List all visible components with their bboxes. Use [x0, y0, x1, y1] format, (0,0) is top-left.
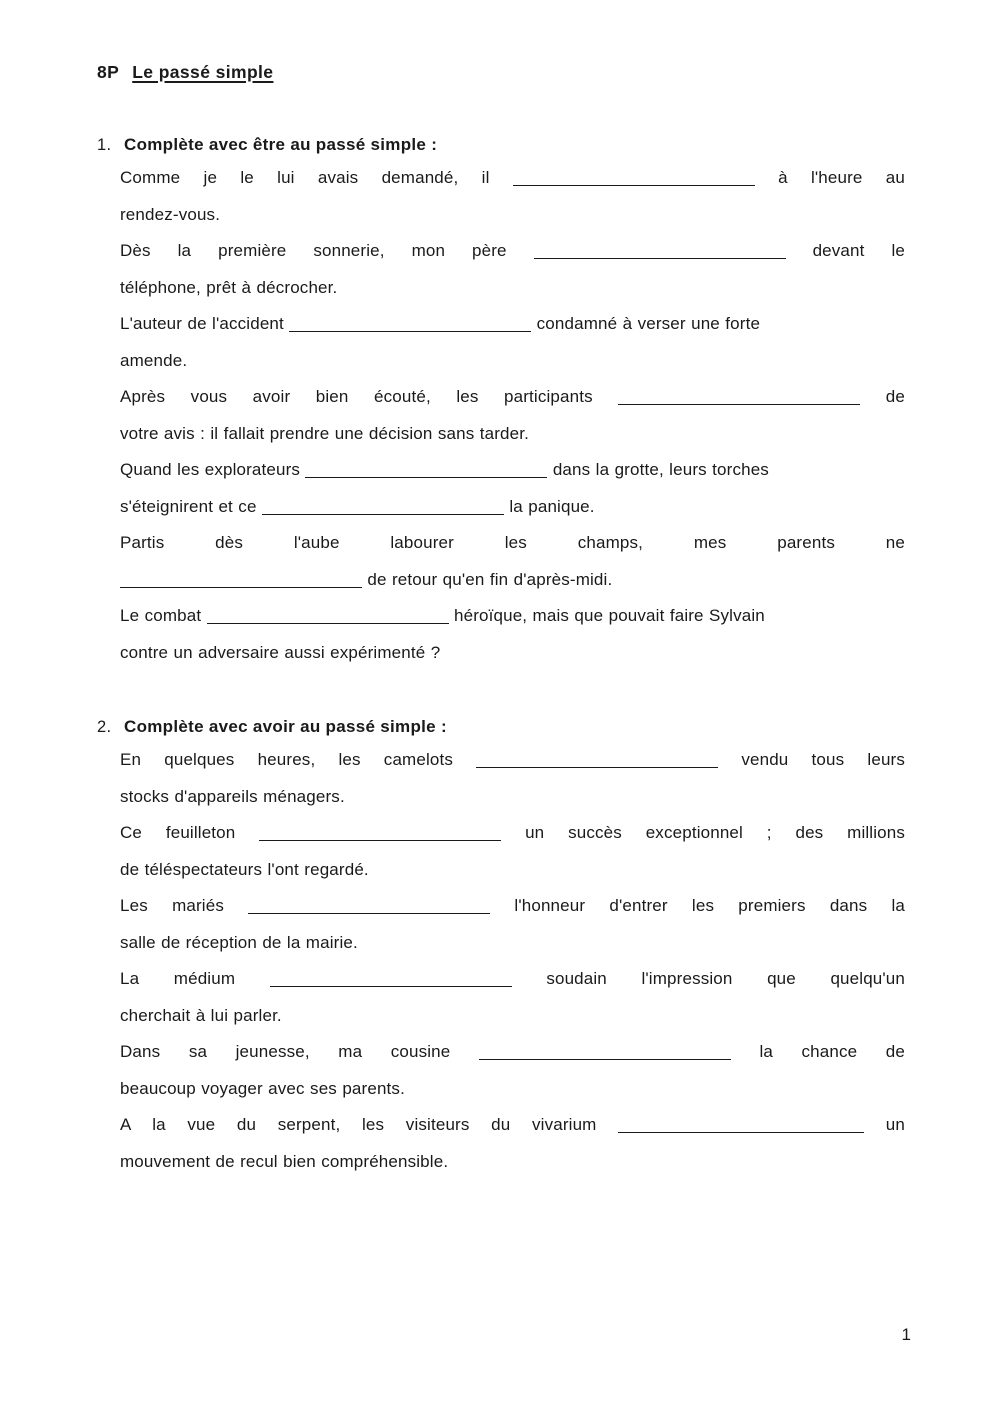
exercise-1-heading	[97, 135, 905, 155]
sentence-text-after: un succès exceptionnel ; des millions	[525, 823, 906, 842]
sentence-line: beaucoup voyager avec ses parents.	[120, 1078, 405, 1098]
sentence-text-after: condamné à verser une forte	[536, 314, 761, 333]
sentence-text-before: L'auteur de l'accident	[120, 314, 284, 333]
sentence-line	[120, 306, 905, 343]
sentence-line	[120, 815, 905, 852]
exercise-2-heading	[97, 717, 905, 737]
sentence-line: stocks d'appareils ménagers.	[120, 786, 345, 806]
answer-blank[interactable]	[618, 387, 860, 405]
sentence-line: contre un adversaire aussi expérimenté ?	[120, 642, 441, 662]
list-item	[120, 525, 905, 598]
sentence-text-after: la chance de	[759, 1042, 906, 1061]
list-item	[120, 452, 905, 525]
sentence-line	[120, 742, 905, 779]
sentence-text-before: Comme je le lui avais demandé, il	[120, 168, 490, 187]
sentence-text-before: s'éteignirent et ce	[120, 496, 257, 516]
sentence-line	[120, 1107, 905, 1144]
sentence-line: salle de réception de la mairie.	[120, 932, 358, 952]
answer-blank[interactable]	[262, 497, 504, 515]
sentence-text-after: de retour qu'en fin d'après-midi.	[367, 569, 613, 589]
sentence-text-after: vendu tous leurs	[741, 750, 906, 769]
spacer	[97, 671, 905, 717]
exercise-2-number: 2.	[97, 718, 112, 736]
sentence-text-after: de	[885, 387, 906, 406]
list-item	[120, 379, 905, 452]
sentence-text-before: Ce feuilleton	[120, 823, 236, 842]
exercise-2-instruction: Complète avec avoir au passé simple :	[124, 717, 447, 736]
sentence-line: de téléspectateurs l'ont regardé.	[120, 859, 369, 879]
list-item	[120, 1107, 905, 1180]
sentence-line: amende.	[120, 350, 188, 370]
answer-blank[interactable]	[207, 606, 449, 624]
sentence-line: mouvement de recul bien compréhensible.	[120, 1151, 449, 1171]
sentence-text-before: Dans sa jeunesse, ma cousine	[120, 1042, 451, 1061]
answer-blank[interactable]	[479, 1042, 731, 1060]
list-item	[120, 815, 905, 888]
list-item	[120, 888, 905, 961]
sentence-text-after: l'honneur d'entrer les premiers dans la	[514, 896, 906, 915]
exercise-1-number: 1.	[97, 136, 112, 154]
answer-blank[interactable]	[513, 168, 755, 186]
sentence-text-before: Quand les explorateurs	[120, 460, 301, 479]
sentence-line	[120, 160, 905, 197]
page-title	[97, 62, 905, 83]
sentence-text-before: Après vous avoir bien écouté, les participants	[120, 387, 593, 406]
exercise-2	[97, 717, 905, 1180]
page-title-text: Le passé simple	[132, 62, 274, 82]
answer-blank[interactable]	[248, 896, 490, 914]
sentence-line	[120, 888, 905, 925]
sentence-text-before: La médium	[120, 969, 236, 988]
sentence-line: cherchait à lui parler.	[120, 1005, 282, 1025]
list-item	[120, 961, 905, 1034]
list-item	[120, 598, 905, 671]
sentence-line	[120, 379, 905, 416]
list-item	[120, 233, 905, 306]
answer-blank[interactable]	[618, 1115, 864, 1133]
answer-blank[interactable]	[305, 460, 547, 478]
sentence-text-after: la panique.	[509, 496, 595, 516]
answer-blank[interactable]	[476, 750, 718, 768]
sentence-line: téléphone, prêt à décrocher.	[120, 277, 338, 297]
sentence-text-before: A la vue du serpent, les visiteurs du vivarium	[120, 1115, 597, 1134]
exercise-1	[97, 135, 905, 671]
sentence-text-after: dans la grotte, leurs torches	[552, 460, 769, 479]
sentence-text-before: Dès la première sonnerie, mon père	[120, 241, 507, 260]
answer-blank[interactable]	[120, 570, 362, 588]
sentence-text-after: devant le	[812, 241, 905, 260]
answer-blank[interactable]	[534, 241, 786, 259]
sentence-line	[120, 562, 905, 599]
list-item	[120, 1034, 905, 1107]
exercise-1-instruction: Complète avec être au passé simple :	[124, 135, 438, 154]
answer-blank[interactable]	[259, 823, 501, 841]
sentence-line: rendez-vous.	[120, 204, 221, 224]
sentence-text-after: soudain l'impression que quelqu'un	[546, 969, 906, 988]
list-item	[120, 742, 905, 815]
answer-blank[interactable]	[270, 969, 512, 987]
sentence-line: Partis dès l'aube labourer les champs, mes parents ne	[120, 533, 905, 552]
sentence-line	[120, 598, 905, 635]
sentence-line	[120, 233, 905, 270]
sentence-line	[120, 452, 905, 489]
page-title-code: 8P	[97, 62, 120, 82]
sentence-text-before: Les mariés	[120, 896, 224, 915]
sentence-line	[120, 961, 905, 998]
spacer	[97, 83, 905, 135]
list-item	[120, 160, 905, 233]
exercise-1-items	[120, 160, 905, 671]
exercise-2-items	[120, 742, 905, 1180]
sentence-text-before: En quelques heures, les camelots	[120, 750, 454, 769]
list-item	[120, 306, 905, 379]
sentence-line: votre avis : il fallait prendre une décision sans tarder.	[120, 423, 529, 443]
sentence-text-after: à l'heure au	[778, 168, 906, 187]
sentence-text-after: héroïque, mais que pouvait faire Sylvain	[453, 606, 765, 625]
page-content	[97, 62, 905, 1180]
answer-blank[interactable]	[289, 314, 531, 332]
sentence-text-before: Le combat	[120, 606, 202, 625]
sentence-line	[120, 489, 905, 526]
sentence-text-after: un	[885, 1115, 906, 1134]
sentence-line	[120, 1034, 905, 1071]
page-number: 1	[901, 1325, 911, 1344]
